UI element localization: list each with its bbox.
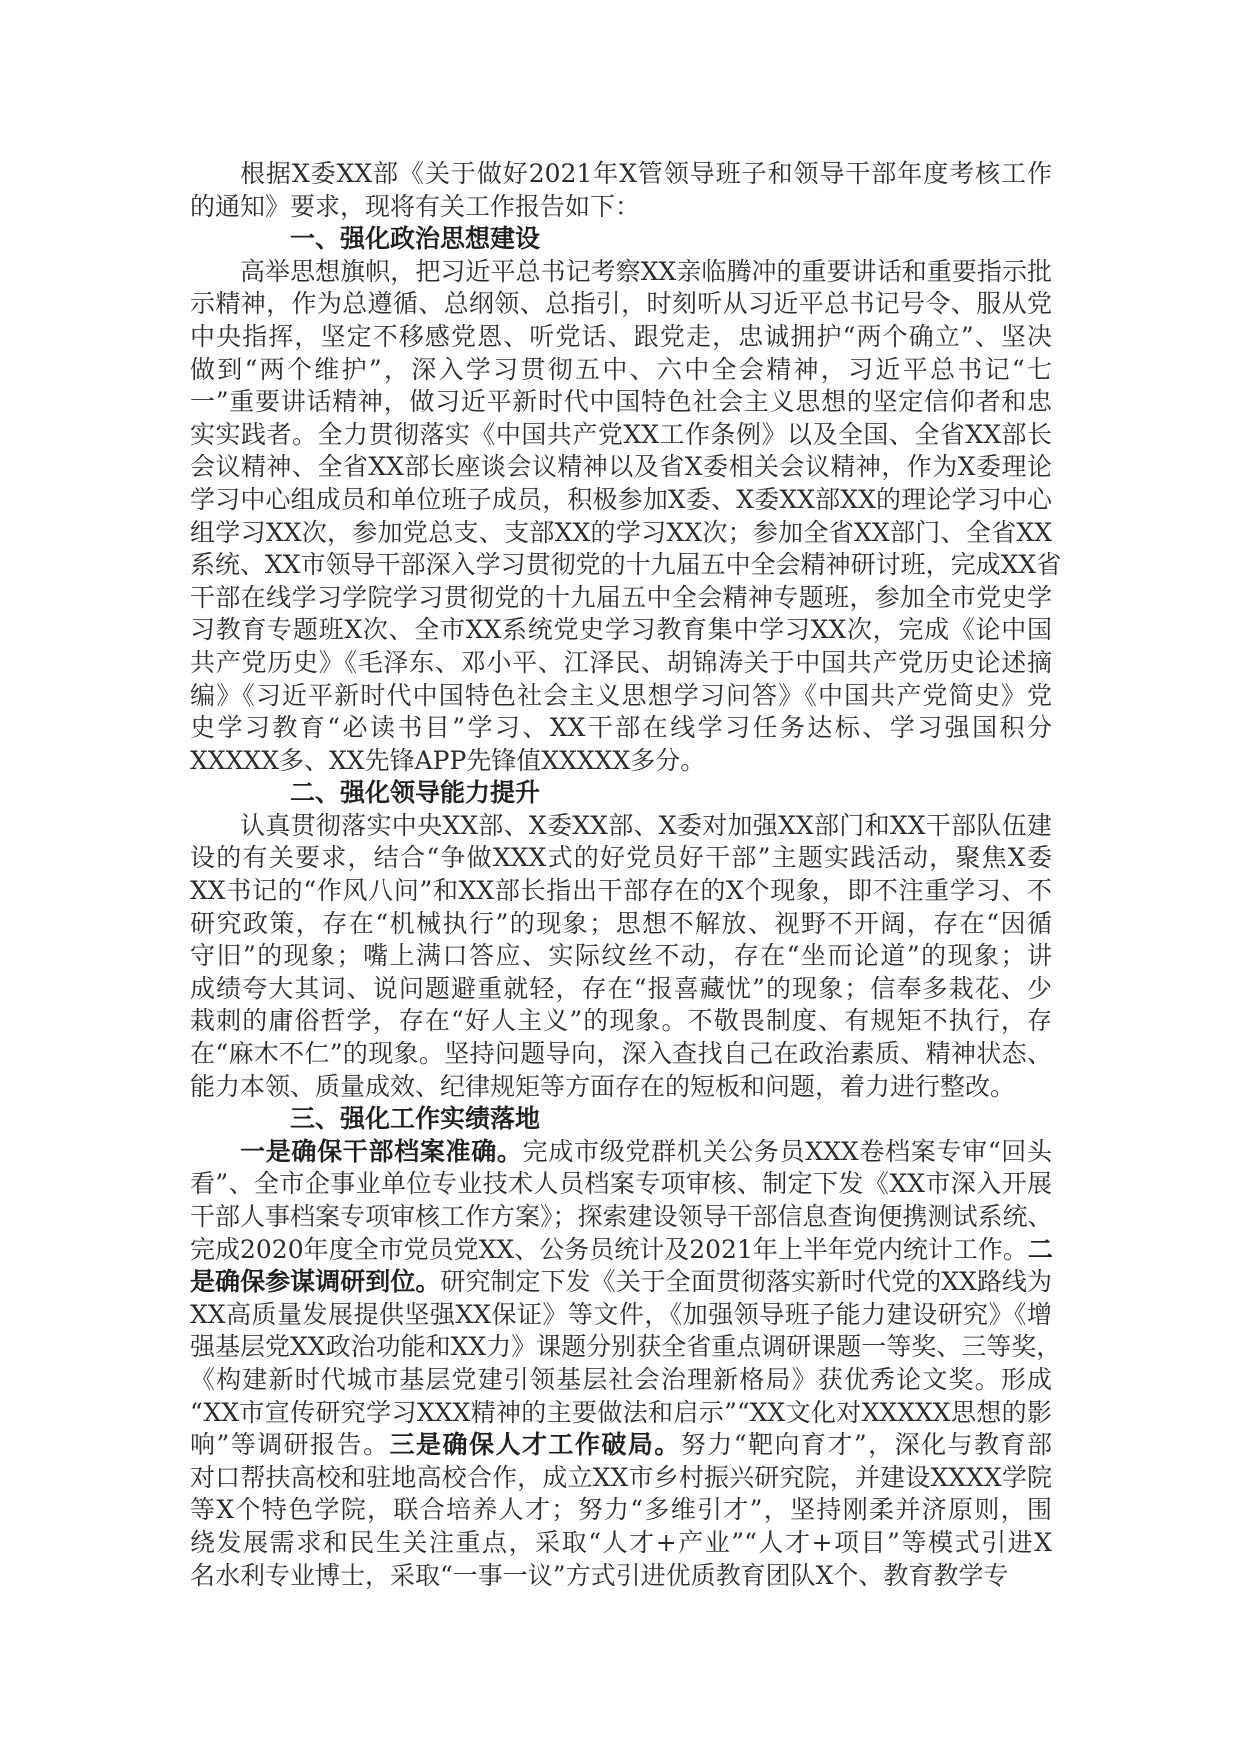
text-line: 能力本领、质量成效、纪律规矩等方面存在的短板和问题，着力进行整改。 — [190, 1071, 1016, 1101]
text-line — [190, 1234, 1052, 1267]
text-run: “XX市宣传研究学习XXX精神的主要做法和启示”“XX文化对XXXXX思想的影 — [190, 1397, 1052, 1427]
section-body — [190, 810, 1052, 1103]
text-line — [190, 1201, 1052, 1234]
text-line: 认真贯彻落实中央XX部、X委XX部、X委对加强XX部门和XX干部队伍建 — [240, 810, 1052, 840]
text-line: 共产党历史》《毛泽东、邓小平、江泽民、胡锦涛关于中国共产党历史论述摘 — [190, 647, 1052, 677]
text-line: 做到“两个维护”，深入学习贯彻五中、六中全会精神，习近平总书记“七 — [190, 354, 1052, 384]
text-line: 栽刺的庸俗哲学，存在“好人主义”的现象。不敬畏制度、有规矩不执行，存 — [190, 1006, 1052, 1036]
section-3 — [190, 1103, 1062, 1592]
text-line: 系统、XX市领导干部深入学习贯彻党的十九届五中全会精神研讨班，完成XX省 — [190, 550, 1062, 580]
text-line — [190, 1560, 1052, 1593]
bold-lead: 是确保参谋调研到位。 — [190, 1267, 441, 1297]
text-run: 《构建新时代城市基层党建引领基层社会治理新格局》获优秀论文奖。形成 — [190, 1364, 1052, 1394]
text-line — [190, 1331, 1062, 1364]
text-run: 完成市级党群机关公务员XXX卷档案专审“回头 — [522, 1136, 1052, 1166]
text-line — [190, 1364, 1052, 1397]
section-heading: 一、强化政治思想建设 — [290, 224, 541, 254]
text-line: 组学习XX次，参加党总支、支部XX的学习XX次；参加全省XX部门、全省XX — [190, 517, 1052, 547]
text-run: XX高质量发展提供坚强XX保证》等文件，《加强领导班子能力建设研究》《增 — [190, 1299, 1052, 1329]
text-line: 会议精神、全省XX部长座谈会议精神以及省X委相关会议精神，作为X委理论 — [190, 452, 1052, 482]
intro-paragraph — [190, 158, 1052, 223]
bold-lead: 三是确保人才工作破局。 — [389, 1430, 681, 1460]
text-line: 史学习教育“必读书目”学习、XX干部在线学习任务达标、学习强国积分 — [190, 713, 1052, 743]
section-body — [190, 1136, 1062, 1592]
text-line: 中央指挥，坚定不移感党恩、听党话、跟党走，忠诚拥护“两个确立”、坚决 — [190, 321, 1052, 351]
text-run: 名水利专业博士，采取“一事一议”方式引进优质教育团队X个、教育教学专 — [190, 1560, 1009, 1590]
text-line — [190, 1494, 1052, 1527]
text-line — [190, 1527, 1052, 1560]
text-line: 实实践者。全力贯彻落实《中国共产党XX工作条例》以及全国、全省XX部长 — [190, 419, 1052, 449]
text-run: 等X个特色学院，联合培养人才；努力“多维引才”，坚持刚柔并济原则，围 — [190, 1495, 1052, 1525]
section-heading: 三、强化工作实绩落地 — [290, 1104, 541, 1134]
text-line: 习教育专题班X次、全市XX系统党史学习教育集中学习XX次，完成《论中国 — [190, 615, 1052, 645]
document-page — [190, 158, 1062, 1592]
text-line — [190, 1299, 1052, 1332]
text-line: 高举思想旗帜，把习近平总书记考察XX亲临腾冲的重要讲话和重要指示批 — [240, 256, 1052, 286]
text-line: 成绩夸大其词、说问题避重就轻，存在“报喜藏忧”的现象；信奉多栽花、少 — [190, 973, 1052, 1003]
text-run: 对口帮扶高校和驻地高校合作，成立XX市乡村振兴研究院，并建设XXXX学院 — [190, 1462, 1052, 1492]
text-line — [190, 1429, 1052, 1462]
intro-line: 的通知》要求，现将有关工作报告如下： — [190, 191, 641, 221]
text-line: 一”重要讲话精神，做习近平新时代中国特色社会主义思想的坚定信仰者和忠 — [190, 387, 1052, 417]
text-line: 编》《习近平新时代中国特色社会主义思想学习问答》《中国共产党简史》党 — [190, 680, 1052, 710]
text-line: XXXXX多、XX先锋APP先锋值XXXXX多分。 — [190, 745, 706, 775]
bold-lead: 二 — [1027, 1234, 1053, 1264]
text-line — [190, 1397, 1052, 1430]
text-run: 干部人事档案专项审核工作方案》；探索建设领导干部信息查询便携测试系统、 — [190, 1202, 1053, 1231]
text-line: 设的有关要求，结合“争做XXX式的好党员好干部”主题实践活动，聚焦X委 — [190, 843, 1052, 873]
text-line: 在“麻木不仁”的现象。坚持问题导向，深入查找自己在政治素质、精神状态、 — [190, 1039, 1052, 1069]
text-line — [190, 1136, 1052, 1169]
intro-line: 根据X委XX部《关于做好2021年X管领导班子和领导干部年度考核工作 — [240, 159, 1052, 188]
text-line — [190, 1266, 1052, 1299]
text-line — [190, 1462, 1052, 1495]
text-run: 研究制定下发《关于全面贯彻落实新时代党的XX路线为 — [440, 1267, 1052, 1297]
text-line: 学习中心组成员和单位班子成员，积极参加X委、X委XX部XX的理论学习中心 — [190, 484, 1052, 514]
text-run: 响”等调研报告。 — [190, 1430, 390, 1460]
text-run: 看”、全市企事业单位专业技术人员档案专项审核、制定下发《XX市深入开展 — [190, 1169, 1052, 1199]
text-line: 守旧”的现象；嘴上满口答应、实际纹丝不动，存在“坐而论道”的现象；讲 — [190, 941, 1052, 971]
text-run: 完成2020年度全市党员党XX、公务员统计及2021年上半年党内统计工作。 — [190, 1234, 1028, 1264]
text-line: 研究政策，存在“机械执行”的现象；思想不解放、视野不开阔，存在“因循 — [190, 908, 1052, 938]
text-line: XX书记的“作风八问”和XX部长指出干部存在的X个现象，即不注重学习、不 — [190, 876, 1052, 906]
section-2 — [190, 777, 1052, 1103]
section-heading: 二、强化领导能力提升 — [290, 778, 541, 808]
text-line: 干部在线学习学院学习贯彻党的十九届五中全会精神专题班，参加全市党史学 — [190, 582, 1052, 612]
text-run: 强基层党XX政治功能和XX力》课题分别获全省重点调研课题一等奖、三等奖， — [190, 1332, 1062, 1362]
section-body — [190, 256, 1062, 778]
text-run: 努力“靶向育才”，深化与教育部 — [680, 1430, 1052, 1460]
section-1 — [190, 223, 1062, 777]
text-line: 示精神，作为总遵循、总纲领、总指引，时刻听从习近平总书记号令、服从党 — [190, 289, 1052, 319]
text-run: 绕发展需求和民生关注重点，采取“人才+产业”“人才+项目”等模式引进X — [190, 1527, 1052, 1557]
text-line — [190, 1168, 1052, 1201]
bold-lead: 一是确保干部档案准确。 — [240, 1136, 523, 1166]
